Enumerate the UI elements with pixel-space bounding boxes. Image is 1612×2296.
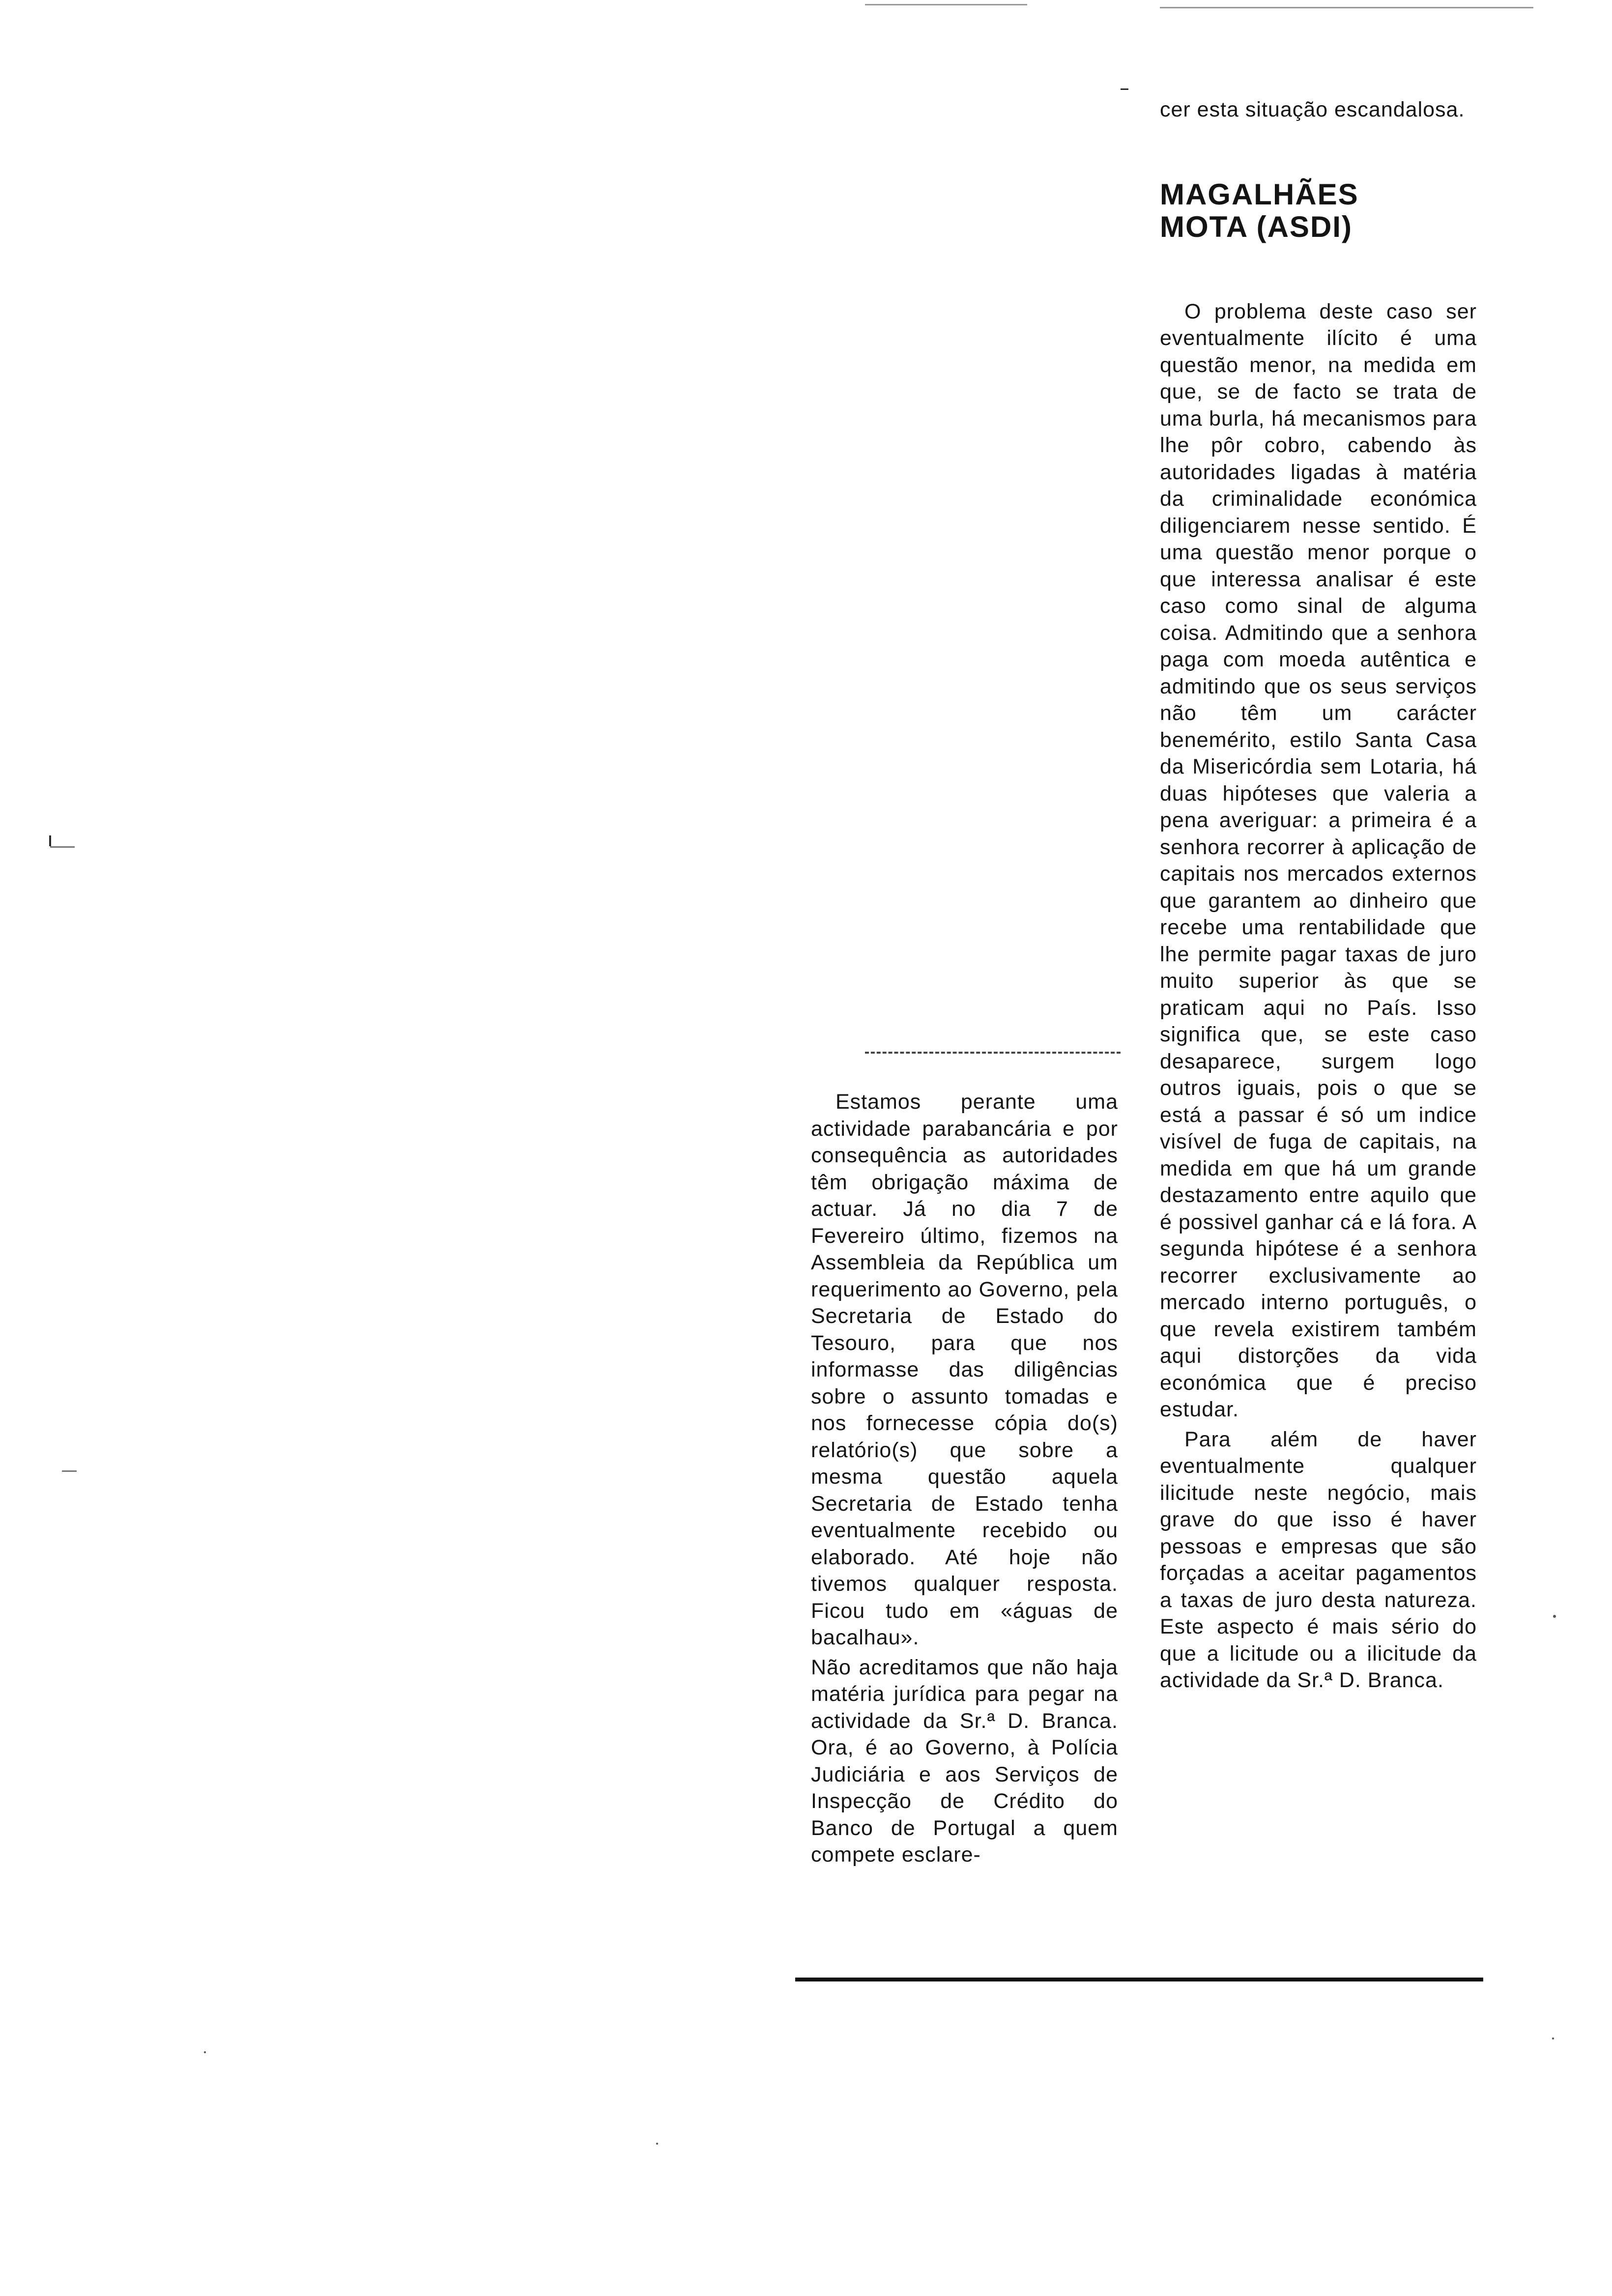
left-paragraph-1: Estamos perante uma actividade parabancária e por consequência as autoridades têm obrigação máxima de actuar. Já no dia 7 de Fevereiro último, fizemos na Assembleia da República um requerimento ao Governo, pela Secretaria de Estado do Tesouro, para que nos informasse das diligências sobre o assunto tomadas e nos fornecesse cópia do(s) relatório(s) que sobre a mesma questão aquela Secretaria de Estado tenha eventualmente recebido ou elaborado. Até hoje não tivemos qualquer resposta. Ficou tudo em «águas de bacalhau». bbox=[811, 1090, 1118, 1649]
heading-line-1: MAGALHÃES bbox=[1160, 177, 1359, 211]
heading-line-2: MOTA (ASDI) bbox=[1160, 210, 1353, 243]
scan-top-line-right bbox=[1160, 7, 1533, 8]
scan-dot-bottom-left bbox=[204, 2051, 206, 2053]
article-right-column bbox=[1160, 96, 1477, 1694]
scan-top-line bbox=[865, 4, 1027, 5]
right-paragraph-1: O problema deste caso ser eventualmente ilícito é uma questão menor, na medida em que, se de facto se trata de uma burla, há mecanismos para lhe pôr cobro, cabendo às autoridades ligadas à matéria da criminalidade económica diligenciarem nesse sentido. É uma questão menor porque o que interessa analisar é este caso como sinal de alguma coisa. Admitindo que a senhora paga com moeda autêntica e admitindo que os seus serviços não têm um carácter benemérito, estilo Santa Casa da Misericórdia sem Lotaria, há duas hipóteses que valeria a pena averiguar: a primeira é a senhora recorrer à aplicação de capitais nos mercados externos que garantem ao dinheiro que recebe uma rentabilidade que lhe permite pagar taxas de juro muito superior às que se praticam aqui no País. Isso significa que, se este caso desaparece, surgem logo outros iguais, pois o que se está a passar é só um indice visível de fuga de capitais, na medida em que há um grande destazamento entre aquilo que é possivel ganhar cá e lá fora. A segunda hipótese é a senhora recorrer exclusivamente ao mercado interno português, o que revela existirem também aqui distorções da vida económica que é preciso estudar. bbox=[1160, 299, 1477, 1421]
scan-left-dash bbox=[50, 846, 75, 848]
right-paragraph-2: Para além de haver eventualmente qualquer ilicitude neste negócio, mais grave do que isso é haver pessoas e empresas que são forçadas a aceitar pagamentos a taxas de juro desta natureza. Este aspecto é mais sério do que a licitude ou a ilicitude da actividade da Sr.ª D. Branca. bbox=[1160, 1427, 1477, 1692]
scan-dot-bottom bbox=[656, 2143, 658, 2145]
scan-dot-bottom-right bbox=[1552, 2038, 1554, 2039]
right-intro-text: cer esta situação escandalosa. bbox=[1160, 98, 1465, 121]
left-column-top-rule bbox=[865, 1052, 1121, 1054]
scan-dot-right bbox=[1553, 1615, 1556, 1618]
left-paragraph-2: Não acreditamos que não haja matéria jurídica para pegar na actividade da Sr.ª D. Branca. Ora, é ao Governo, à Polícia Judiciária e aos Serviços de Inspecção de Crédito do Banco de Portugal a quem compete esclare- bbox=[811, 1655, 1118, 1866]
scan-left-dash-2 bbox=[62, 1470, 77, 1472]
scan-right-dash bbox=[1121, 88, 1128, 90]
article-left-column bbox=[811, 1089, 1118, 1868]
article-bottom-rule bbox=[795, 1978, 1483, 1981]
scan-left-tick bbox=[49, 835, 51, 846]
section-heading bbox=[1160, 178, 1477, 243]
